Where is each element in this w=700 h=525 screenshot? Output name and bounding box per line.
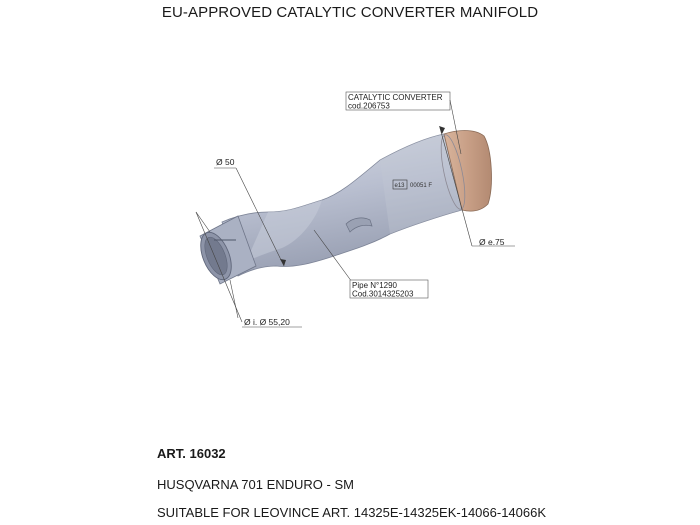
compatibility-text: SUITABLE FOR LEOVINCE ART. 14325E-14325EK-14066-14066K [157,505,547,520]
model-name: HUSQVARNA 701 ENDURO - SM [157,477,354,492]
svg-text:Ø i. Ø 55,20: Ø i. Ø 55,20 [244,317,290,327]
svg-text:Cod.3014325203: Cod.3014325203 [352,289,414,299]
article-number: ART. 16032 [157,446,226,461]
svg-text:CATALYTIC CONVERTER: CATALYTIC CONVERTER [348,93,443,102]
svg-text:Ø e.75: Ø e.75 [479,237,505,247]
svg-text:00051 F: 00051 F [410,183,433,189]
page-title: EU-APPROVED CATALYTIC CONVERTER MANIFOLD [161,4,539,21]
svg-text:Ø 50: Ø 50 [216,157,235,167]
svg-text:e13: e13 [394,183,405,189]
svg-text:Pipe N°1290: Pipe N°1290 [352,281,398,290]
svg-text:cod.206753: cod.206753 [348,101,390,111]
